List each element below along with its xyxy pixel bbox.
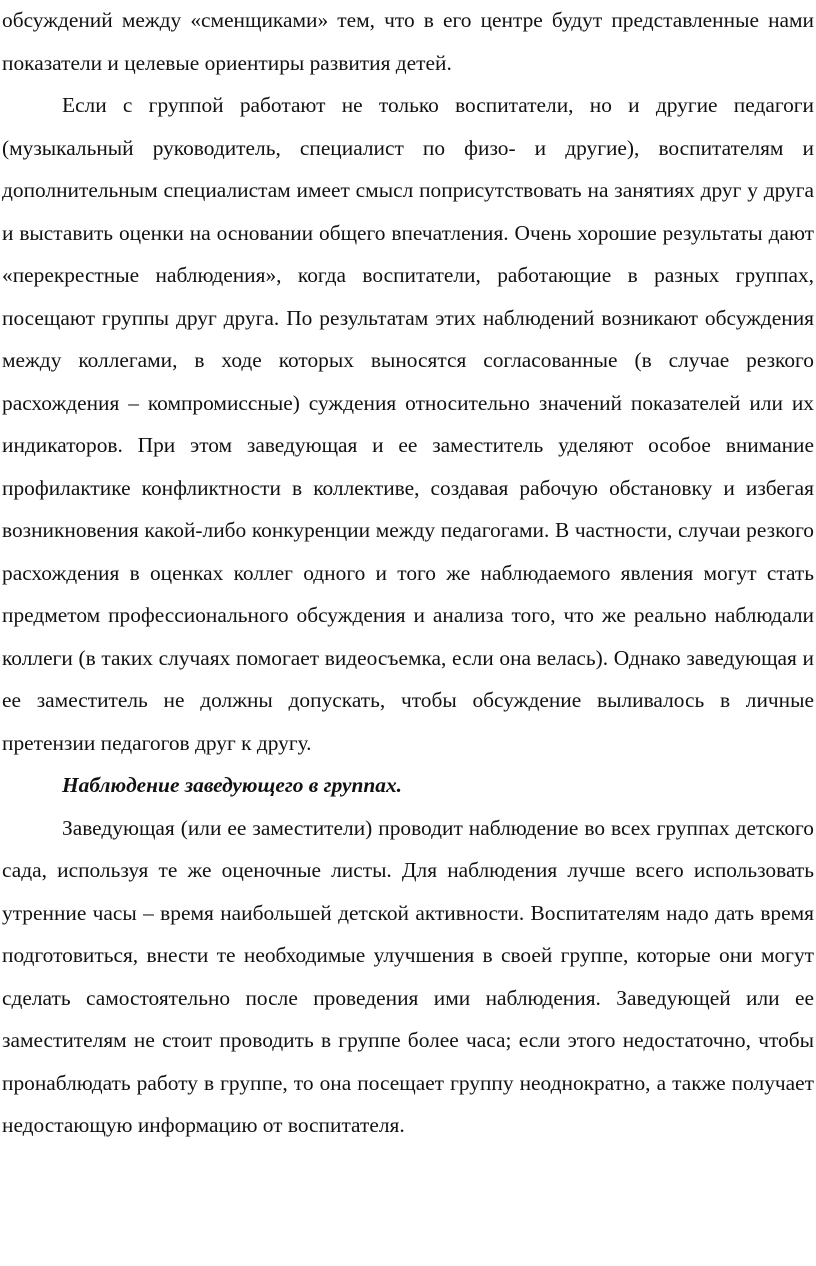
paragraph-cross-observation: Если с группой работают не только воспитатели, но и другие педагоги (музыкальный руководитель, специалист по физо- и другие), воспитателям и дополнительным специалистам имеет смысл поприсутствовать на занятиях друг у друга и выставить оценки на основании общего впечатления. Очень хорошие результаты дают «перекрестные наблюдения», когда воспитатели, работающие в разных группах, посещают группы друг друга. По результатам этих наблюдений возникают обсуждения между коллегами, в ходе которых выносятся согласованные (в случае резкого расхождения – компромиссные) суждения относительно значений показателей или их индикаторов. При этом заведующая и ее заместитель уделяют особое внимание профилактике конфликтности в коллективе, создавая рабочую обстановку и избегая возникновения какой-либо конкуренции между педагогами. В частности, случаи резкого расхождения в оценках коллег одного и того же наблюдаемого явления могут стать предметом профессионального обсуждения и анализа того, что же реально наблюдали коллеги (в таких случаях помогает видеосъемка, если она велась). Однако заведующая и ее заместитель не должны допускать, чтобы обсуждение выливалось в личные претензии педагогов друг к другу.	[2, 93, 814, 755]
paragraph-head-observation: Заведующая (или ее заместители) проводит наблюдение во всех группах детского сада, используя те же оценочные листы. Для наблюдения лучше всего использовать утренние часы – время наибольшей детской активности. Воспитателям надо дать время подготовиться, внести те необходимые улучшения в своей группе, которые они могут сделать самостоятельно после проведения ими наблюдения. Заведующей или ее заместителям не стоит проводить в группе более часа; если этого недостаточно, чтобы пронаблюдать работу в группе, то она посещает группу неоднократно, а также получает недостающую информацию от воспитателя.	[2, 815, 814, 1137]
paragraph-continuation: обсуждений между «сменщиками» тем, что в его центре будут представленные нами показатели и целевые ориентиры развития детей.	[2, 8, 814, 75]
document-body	[2, 0, 814, 1147]
section-heading-head-observation: Наблюдение заведующего в группах.	[62, 773, 403, 797]
